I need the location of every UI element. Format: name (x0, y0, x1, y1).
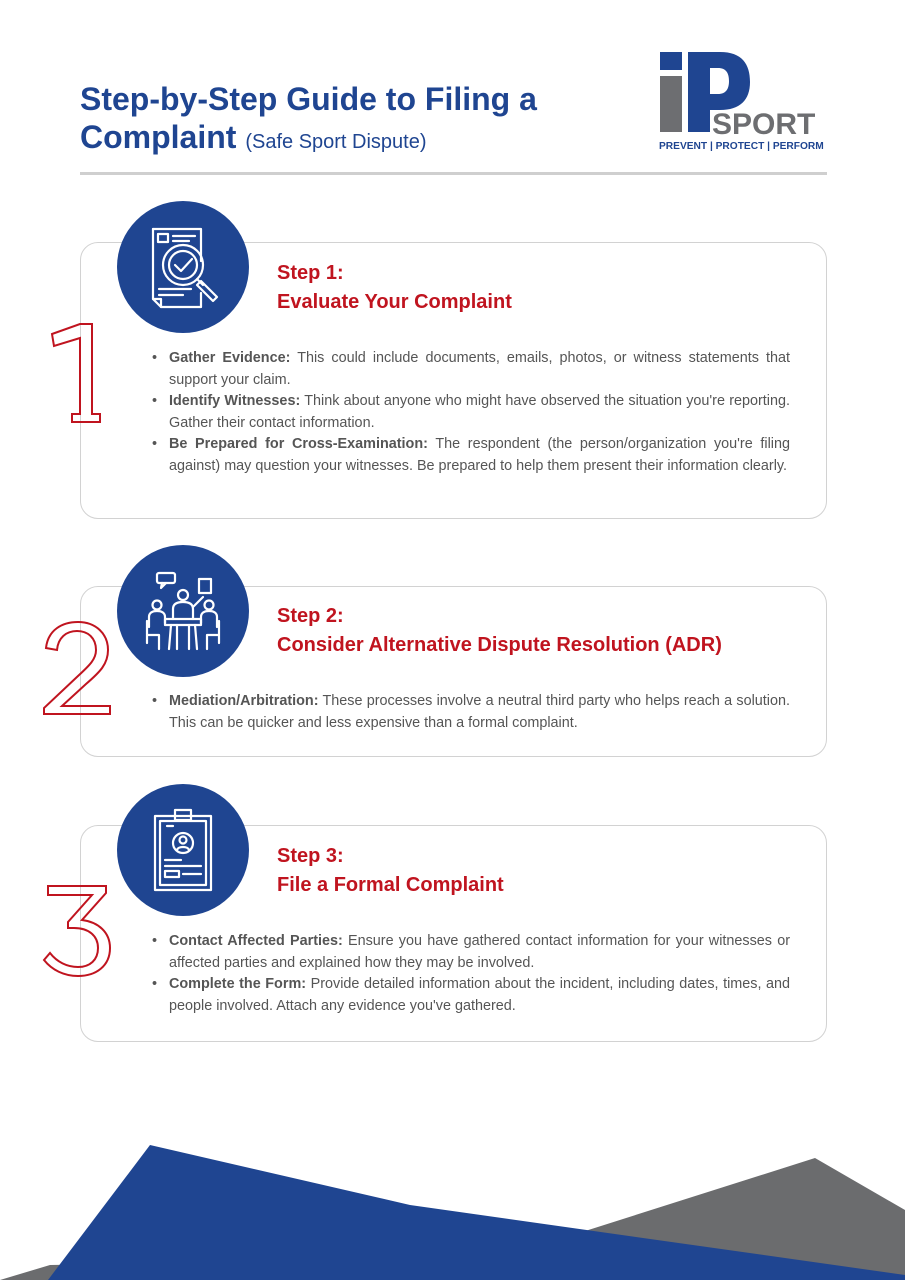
step-3-heading: File a Formal Complaint (277, 874, 504, 896)
item-term: Gather Evidence: (169, 350, 291, 366)
item-text: The respondent (the person/organization you're filing against) may question your witnesses. Be prepared to help them present their information clearly. (169, 436, 790, 474)
meeting-table-icon (117, 545, 249, 677)
svg-text:SPORT: SPORT (712, 108, 816, 141)
logo-tagline: PREVENT | PROTECT | PERFORM (659, 141, 824, 152)
step-1-number (40, 318, 116, 428)
page-title (80, 80, 600, 161)
item-term: Contact Affected Parties: (169, 933, 343, 949)
item-term: Complete the Form: (169, 976, 307, 992)
step-3-list (150, 931, 790, 1017)
step-2-heading: Consider Alternative Dispute Resolution (ADR) (277, 634, 722, 656)
step-3-title (277, 842, 504, 900)
list-item (150, 348, 790, 391)
clipboard-form-icon (117, 784, 249, 916)
item-text: Think about anyone who might have observed the situation you're reporting. Gather their contact information. (169, 393, 790, 431)
step-2-label: Step 2: (277, 605, 344, 627)
list-item (150, 391, 790, 434)
step-2-title (277, 602, 722, 660)
step-1-list (150, 348, 790, 477)
item-text: These processes involve a neutral third party who helps reach a solution. This can be quicker and less expensive than a formal complaint. (169, 693, 790, 731)
list-item (150, 691, 790, 734)
list-item (150, 931, 790, 974)
item-term: Identify Witnesses: (169, 393, 301, 409)
ip-sport-logo (658, 52, 828, 152)
item-term: Be Prepared for Cross-Examination: (169, 436, 428, 452)
step-1-label: Step 1: (277, 262, 344, 284)
step-1-heading: Evaluate Your Complaint (277, 291, 512, 313)
list-item (150, 974, 790, 1017)
step-2-number (40, 618, 116, 718)
item-text: Provide detailed information about the incident, including dates, times, and people involved. Attach any evidence you've gathered. (169, 976, 791, 1014)
step-3-label: Step 3: (277, 845, 344, 867)
footer-decoration (0, 1140, 905, 1280)
header-divider (80, 172, 827, 175)
list-item (150, 434, 790, 477)
page-subtitle: (Safe Sport Dispute) (245, 131, 427, 153)
item-term: Mediation/Arbitration: (169, 693, 319, 709)
step-2-list (150, 691, 790, 734)
step-1-title (277, 259, 512, 317)
title-text: Step-by-Step Guide to Filing a Complaint (80, 81, 537, 155)
step-3-number (40, 880, 116, 980)
item-text: This could include documents, emails, photos, or witness statements that support your claim. (169, 350, 790, 388)
logo-mark-icon (658, 52, 828, 152)
item-text: Ensure you have gathered contact information for your witnesses or affected parties and explained how they may be involved. (169, 933, 790, 971)
document-magnifier-icon (117, 201, 249, 333)
